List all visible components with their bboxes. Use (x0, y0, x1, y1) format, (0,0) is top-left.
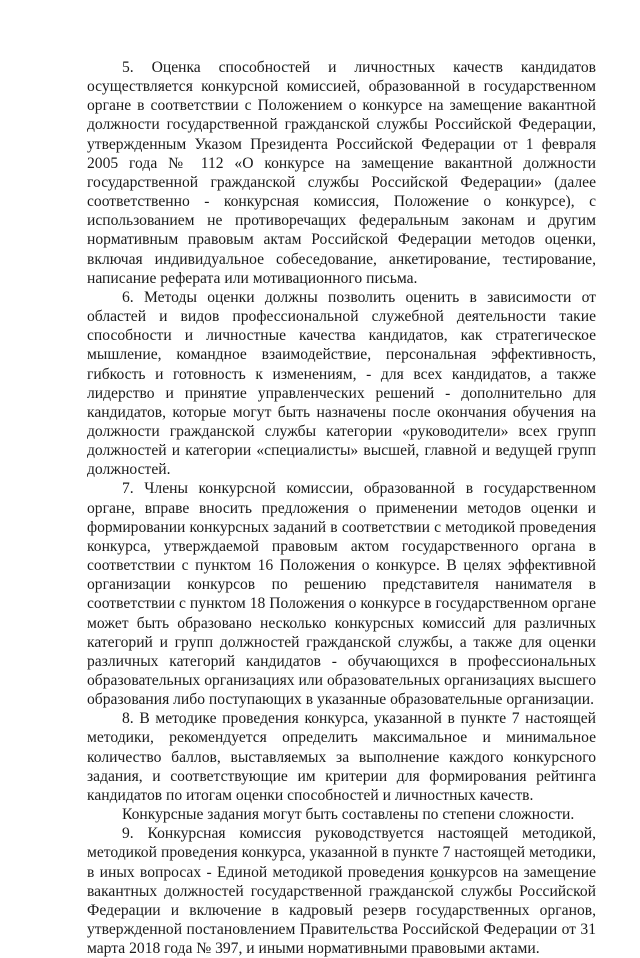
scan-mark-icon (425, 868, 485, 888)
paragraph-5: 5. Оценка способностей и личностных качеств кандидатов осуществляется конкурсной комиссией, образованной в государственном органе в соответствии с Положением о конкурсе на замещение вакантной должности государственной гражданской службы Российской Федерации, утвержденным Указом Президента Российской Федерации от 1 февраля 2005 года № 112 «О конкурсе на замещение вакантной должности государственной гражданской службы Российской Федерации» (далее соответственно - конкурсная комиссия, Положение о конкурсе), с использованием не противоречащих федеральным законам и другим нормативным правовым актам Российской Федерации методов оценки, включая индивидуальное собеседование, анкетирование, тестирование, написание реферата или мотивационного письма. (87, 59, 596, 287)
paragraph-9: 9. Конкурсная комиссия руководствуется настоящей методикой, методикой проведения конкурса, указанной в пункте 7 настоящей методики, в иных вопросах - Единой методикой проведения конкурсов на замещение вакантных должностей государственной гражданской службы Российской Федерации и включение в кадровый резерв государственных органов, утвержденной постановлением Правительства Российской Федерации от 31 марта 2018 года № 397, и иными нормативными правовыми актами. (87, 825, 596, 958)
paragraph-8-note: Конкурсные задания могут быть составлены по степени сложности. (122, 806, 575, 824)
paragraph-8: 8. В методике проведения конкурса, указанной в пункте 7 настоящей методики, рекомендуется определить максимальное и минимальное количество баллов, выставляемых за выполнение каждого конкурсного задания, и соответствующие им критерии для формирования рейтинга кандидатов по итогам оценки способностей и личностных качеств. (87, 710, 596, 804)
paragraph-6: 6. Методы оценки должны позволить оценить в зависимости от областей и видов профессиональной служебной деятельности такие способности и личностные качества кандидатов, как стратегическое мышление, командное взаимодействие, персональная эффективность, гибкость и готовность к изменениям, - для всех кандидатов, а также лидерство и принятие управленческих решений - дополнительно для кандидатов, которые могут быть назначены после окончания обучения на должности гражданской службы категории «руководители» всех групп должностей и категории «специалисты» высшей, главной и ведущей групп должностей. (87, 288, 596, 479)
paragraph-7: 7. Члены конкурсной комиссии, образованной в государственном органе, вправе вносить предложения о применении методов оценки и формировании конкурсных заданий в соответствии с методикой проведения конкурса, утверждаемой правовым актом государственного органа в соответствии с пунктом 16 Положения о конкурсе. В целях эффективной организации конкурсов по решению представителя нанимателя в соответствии с пунктом 18 Положения о конкурсе в государственном органе может быть образовано несколько конкурсных комиссий для различных категорий и групп должностей гражданской службы, а также для оценки различных категорий кандидатов - обучающихся в профессиональных образовательных организациях или образовательных организациях высшего образования либо поступающих в указанные образовательные организации. (87, 480, 596, 709)
